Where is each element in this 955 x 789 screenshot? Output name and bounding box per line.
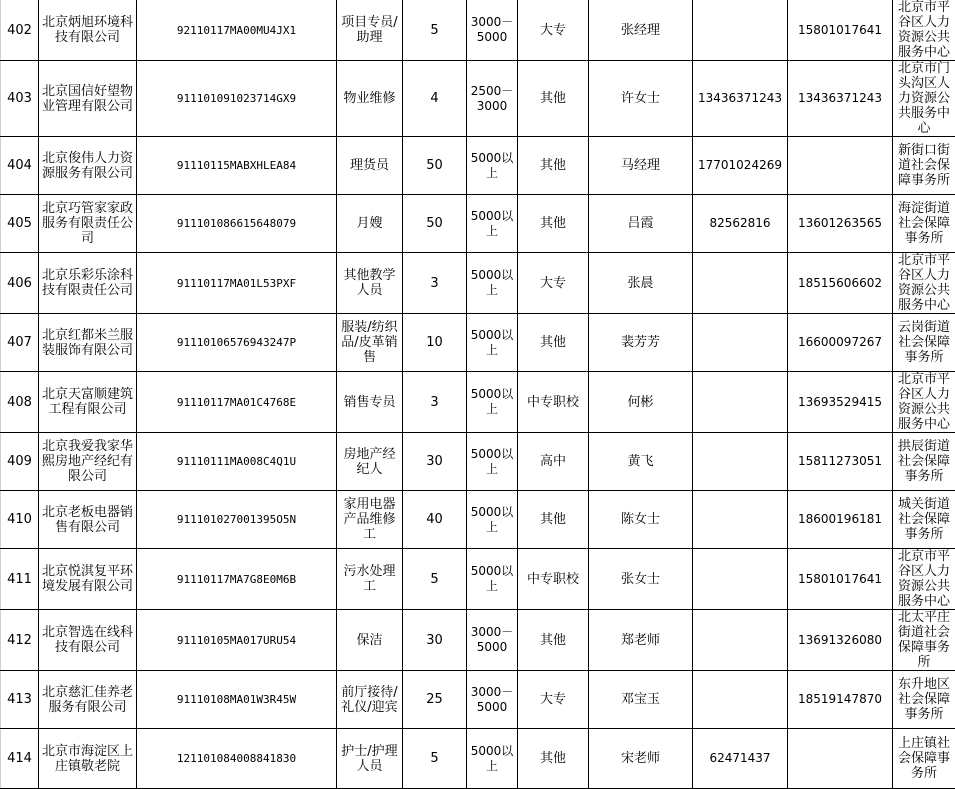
hiring-count: 5 xyxy=(403,549,467,610)
table-row xyxy=(1,729,955,789)
service-agency: 北京市平谷区人力资源公共服务中心 xyxy=(893,0,955,61)
salary-range: 5000以上 xyxy=(467,372,518,433)
contact-phone xyxy=(693,314,788,372)
contact-mobile: 13601263565 xyxy=(788,195,893,253)
hiring-count: 5 xyxy=(403,0,467,61)
education-requirement: 大专 xyxy=(518,0,589,61)
salary-range: 3000－5000 xyxy=(467,610,518,671)
salary-range: 5000以上 xyxy=(467,314,518,372)
hiring-count: 40 xyxy=(403,491,467,549)
contact-phone xyxy=(693,549,788,610)
job-position: 家用电器产品维修工 xyxy=(337,491,403,549)
education-requirement: 其他 xyxy=(518,729,589,789)
credit-code: 91110115MABXHLEA84 xyxy=(137,137,337,195)
job-position: 服装/纺织品/皮革销售 xyxy=(337,314,403,372)
education-requirement: 大专 xyxy=(518,253,589,314)
contact-person: 裴芳芳 xyxy=(589,314,693,372)
row-number: 412 xyxy=(1,610,39,671)
salary-range: 3000－5000 xyxy=(467,671,518,729)
credit-code: 911101027001395O5N xyxy=(137,491,337,549)
company-name: 北京巧管家家政服务有限责任公司 xyxy=(39,195,137,253)
company-name: 北京悦淇复平环境发展有限公司 xyxy=(39,549,137,610)
contact-mobile: 15801017641 xyxy=(788,0,893,61)
contact-person: 张女士 xyxy=(589,549,693,610)
contact-phone xyxy=(693,491,788,549)
contact-mobile: 18515606602 xyxy=(788,253,893,314)
row-number: 414 xyxy=(1,729,39,789)
credit-code: 121101084008841830 xyxy=(137,729,337,789)
contact-person: 张经理 xyxy=(589,0,693,61)
contact-phone: 17701024269 xyxy=(693,137,788,195)
contact-person: 张晨 xyxy=(589,253,693,314)
hiring-count: 30 xyxy=(403,610,467,671)
service-agency: 云岗街道社会保障事务所 xyxy=(893,314,955,372)
education-requirement: 其他 xyxy=(518,314,589,372)
salary-range: 3000－5000 xyxy=(467,0,518,61)
table-row xyxy=(1,372,955,433)
job-position: 物业维修 xyxy=(337,61,403,137)
hiring-count: 5 xyxy=(403,729,467,789)
contact-mobile: 15801017641 xyxy=(788,549,893,610)
credit-code: 91110106576943247P xyxy=(137,314,337,372)
row-number: 409 xyxy=(1,433,39,491)
table-row xyxy=(1,61,955,137)
contact-person: 马经理 xyxy=(589,137,693,195)
hiring-count: 3 xyxy=(403,372,467,433)
table-row xyxy=(1,491,955,549)
contact-mobile: 13691326080 xyxy=(788,610,893,671)
job-position: 前厅接待/礼仪/迎宾 xyxy=(337,671,403,729)
salary-range: 5000以上 xyxy=(467,253,518,314)
table-row xyxy=(1,549,955,610)
job-position: 污水处理工 xyxy=(337,549,403,610)
education-requirement: 其他 xyxy=(518,137,589,195)
salary-range: 2500－3000 xyxy=(467,61,518,137)
contact-phone: 62471437 xyxy=(693,729,788,789)
education-requirement: 大专 xyxy=(518,671,589,729)
table-row xyxy=(1,0,955,61)
credit-code: 91110117MA7G8E0M6B xyxy=(137,549,337,610)
row-number: 413 xyxy=(1,671,39,729)
row-number: 408 xyxy=(1,372,39,433)
service-agency: 新街口街道社会保障事务所 xyxy=(893,137,955,195)
table-row xyxy=(1,253,955,314)
row-number: 402 xyxy=(1,0,39,61)
contact-person: 邓宝玉 xyxy=(589,671,693,729)
hiring-count: 3 xyxy=(403,253,467,314)
company-name: 北京国信好望物业管理有限公司 xyxy=(39,61,137,137)
contact-mobile xyxy=(788,137,893,195)
contact-phone xyxy=(693,671,788,729)
hiring-count: 25 xyxy=(403,671,467,729)
contact-mobile: 16600097267 xyxy=(788,314,893,372)
contact-person: 陈女士 xyxy=(589,491,693,549)
job-position: 房地产经纪人 xyxy=(337,433,403,491)
job-position: 项目专员/助理 xyxy=(337,0,403,61)
service-agency: 北京市门头沟区人力资源公共服务中心 xyxy=(893,61,955,137)
contact-phone: 82562816 xyxy=(693,195,788,253)
salary-range: 5000以上 xyxy=(467,491,518,549)
service-agency: 海淀街道社会保障事务所 xyxy=(893,195,955,253)
salary-range: 5000以上 xyxy=(467,195,518,253)
contact-phone: 13436371243 xyxy=(693,61,788,137)
hiring-count: 4 xyxy=(403,61,467,137)
job-position: 其他教学人员 xyxy=(337,253,403,314)
company-name: 北京市海淀区上庄镇敬老院 xyxy=(39,729,137,789)
education-requirement: 高中 xyxy=(518,433,589,491)
service-agency: 北京市平谷区人力资源公共服务中心 xyxy=(893,253,955,314)
contact-phone xyxy=(693,0,788,61)
service-agency: 东升地区社会保障事务所 xyxy=(893,671,955,729)
company-name: 北京炳旭环境科技有限公司 xyxy=(39,0,137,61)
company-name: 北京老板电器销售有限公司 xyxy=(39,491,137,549)
hiring-count: 50 xyxy=(403,195,467,253)
salary-range: 5000以上 xyxy=(467,549,518,610)
company-name: 北京天富顺建筑工程有限公司 xyxy=(39,372,137,433)
contact-mobile: 18519147870 xyxy=(788,671,893,729)
contact-mobile: 13693529415 xyxy=(788,372,893,433)
row-number: 411 xyxy=(1,549,39,610)
row-number: 405 xyxy=(1,195,39,253)
row-number: 404 xyxy=(1,137,39,195)
contact-phone xyxy=(693,610,788,671)
contact-mobile xyxy=(788,729,893,789)
education-requirement: 中专职校 xyxy=(518,372,589,433)
company-name: 北京俊伟人力资源服务有限公司 xyxy=(39,137,137,195)
credit-code: 91110111MA008C4Q1U xyxy=(137,433,337,491)
table-row xyxy=(1,671,955,729)
credit-code: 911101091023714GX9 xyxy=(137,61,337,137)
education-requirement: 其他 xyxy=(518,195,589,253)
credit-code: 91110108MA01W3R45W xyxy=(137,671,337,729)
credit-code: 91110117MA01C4768E xyxy=(137,372,337,433)
company-name: 北京我爱我家华熙房地产经纪有限公司 xyxy=(39,433,137,491)
table-row xyxy=(1,137,955,195)
salary-range: 5000以上 xyxy=(467,137,518,195)
row-number: 410 xyxy=(1,491,39,549)
row-number: 406 xyxy=(1,253,39,314)
salary-range: 5000以上 xyxy=(467,729,518,789)
table-row xyxy=(1,195,955,253)
education-requirement: 中专职校 xyxy=(518,549,589,610)
hiring-count: 30 xyxy=(403,433,467,491)
contact-phone xyxy=(693,433,788,491)
table-row xyxy=(1,433,955,491)
job-position: 月嫂 xyxy=(337,195,403,253)
job-position: 护士/护理人员 xyxy=(337,729,403,789)
company-name: 北京红都米兰服装服饰有限公司 xyxy=(39,314,137,372)
company-name: 北京慈汇佳养老服务有限公司 xyxy=(39,671,137,729)
service-agency: 上庄镇社会保障事务所 xyxy=(893,729,955,789)
contact-person: 黄飞 xyxy=(589,433,693,491)
contact-person: 吕霞 xyxy=(589,195,693,253)
table-row xyxy=(1,314,955,372)
company-name: 北京乐彩乐涂科技有限责任公司 xyxy=(39,253,137,314)
service-agency: 北太平庄街道社会保障事务所 xyxy=(893,610,955,671)
row-number: 407 xyxy=(1,314,39,372)
education-requirement: 其他 xyxy=(518,491,589,549)
credit-code: 92110117MA00MU4JX1 xyxy=(137,0,337,61)
credit-code: 91110117MA01L53PXF xyxy=(137,253,337,314)
salary-range: 5000以上 xyxy=(467,433,518,491)
contact-person: 郑老师 xyxy=(589,610,693,671)
contact-mobile: 13436371243 xyxy=(788,61,893,137)
contact-person: 宋老师 xyxy=(589,729,693,789)
hiring-count: 10 xyxy=(403,314,467,372)
education-requirement: 其他 xyxy=(518,610,589,671)
job-position: 销售专员 xyxy=(337,372,403,433)
hiring-count: 50 xyxy=(403,137,467,195)
job-position: 理货员 xyxy=(337,137,403,195)
contact-mobile: 18600196181 xyxy=(788,491,893,549)
contact-phone xyxy=(693,372,788,433)
service-agency: 北京市平谷区人力资源公共服务中心 xyxy=(893,549,955,610)
row-number: 403 xyxy=(1,61,39,137)
education-requirement: 其他 xyxy=(518,61,589,137)
contact-phone xyxy=(693,253,788,314)
service-agency: 拱辰街道社会保障事务所 xyxy=(893,433,955,491)
contact-mobile: 15811273051 xyxy=(788,433,893,491)
service-agency: 北京市平谷区人力资源公共服务中心 xyxy=(893,372,955,433)
table-body xyxy=(1,0,955,789)
table-row xyxy=(1,610,955,671)
credit-code: 911101086615648079 xyxy=(137,195,337,253)
credit-code: 91110105MA017URU54 xyxy=(137,610,337,671)
company-name: 北京智选在线科技有限公司 xyxy=(39,610,137,671)
contact-person: 许女士 xyxy=(589,61,693,137)
service-agency: 城关街道社会保障事务所 xyxy=(893,491,955,549)
contact-person: 何彬 xyxy=(589,372,693,433)
job-position: 保洁 xyxy=(337,610,403,671)
